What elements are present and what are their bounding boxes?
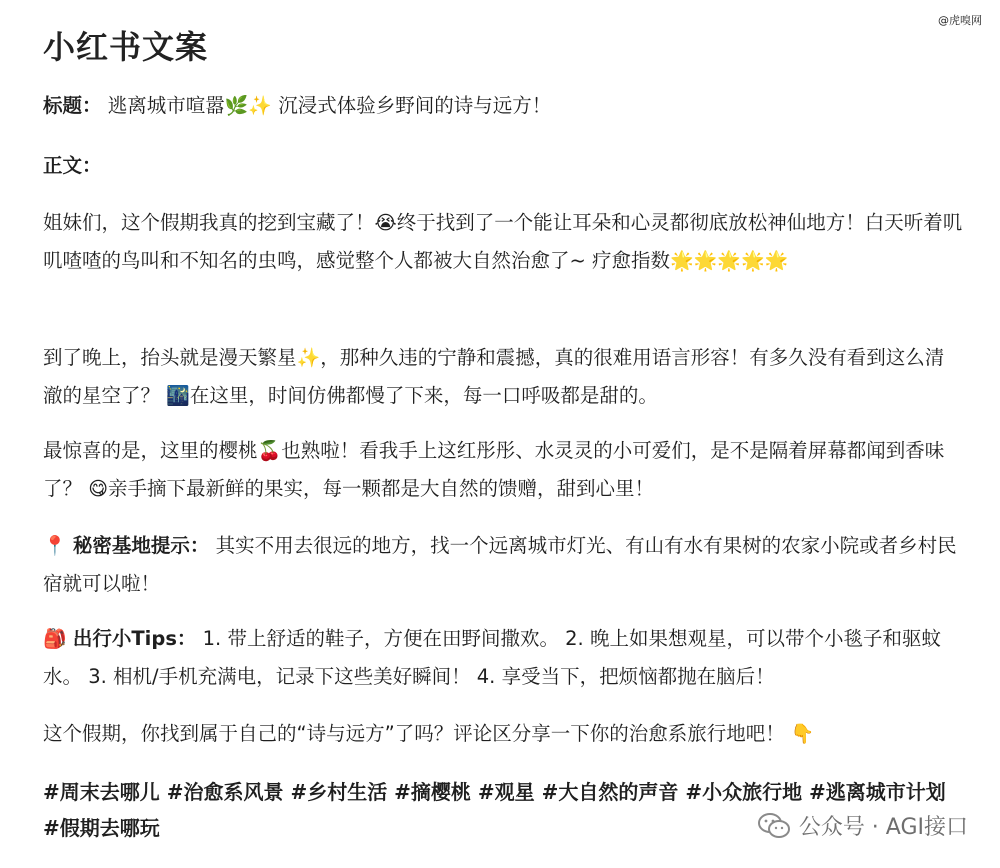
headline-text-a: 逃离城市喧嚣 <box>107 94 225 117</box>
herb-icon: 🌿 <box>224 95 249 117</box>
backpack-icon: 🎒 <box>43 628 67 650</box>
star-rating-icons: 🌟🌟🌟🌟🌟 <box>670 250 789 272</box>
p4-text: 其实不用去很远的地方，找一个远离城市灯光、有山有水有果树的农家小院或者乡村民宿就可以啦！ <box>43 534 957 595</box>
p2-text-c: 在这里，时间仿佛都慢了下来，每一口呼吸都是甜的。 <box>189 384 658 407</box>
p1-text-b: 终于找到了一个能让耳朵和心灵都彻底放松神仙地方！白天听着叽叽喳喳的鸟叫和不知名的虫鸣，感觉整个人都被大自然治愈了~ 疗愈指数 <box>43 211 963 272</box>
p5-label: 出行小Tips： <box>72 627 197 650</box>
p1-text-a: 姐妹们，这个假期我真的挖到宝藏了！ <box>43 211 375 234</box>
paragraph-5 <box>43 620 963 695</box>
pointing-down-icon: 👇 <box>790 723 815 745</box>
hashtags: #周末去哪儿 #治愈系风景 #乡村生活 #摘樱桃 #观星 #大自然的声音 #小众旅行地 #逃离城市计划 #假期去哪玩 <box>43 780 946 840</box>
p3-text-c: 亲手摘下最新鲜的果实，每一颗都是大自然的馈赠，甜到心里！ <box>108 477 655 500</box>
wechat-icon <box>757 812 791 840</box>
headline-text-b: 沉浸式体验乡野间的诗与远方！ <box>278 94 552 117</box>
yum-face-icon: 😋 <box>88 478 109 500</box>
paragraph-2 <box>43 339 963 415</box>
body-label: 正文： <box>43 154 102 177</box>
sparkles-icon: ✨ <box>296 347 321 369</box>
footer-text: 公众号 · AGI接口 <box>798 815 968 840</box>
p3-text-a: 最惊喜的是，这里的樱桃 <box>43 439 258 462</box>
p5-text: 1. 带上舒适的鞋子，方便在田野间撒欢。 2. 晚上如果想观星，可以带个小毯子和驱蚊水。 3. 相机/手机充满电，记录下这些美好瞬间！ 4. 享受当下，把烦恼都抛在脑后！ <box>43 627 941 688</box>
source-watermark: @虎嗅网 <box>938 14 982 27</box>
crying-face-icon: 😭 <box>374 212 397 234</box>
paragraph-3 <box>43 432 963 508</box>
p2-text-b: ，那种久违的宁静和震撼，真的很难用语言形容！有多久没有看到这么清澈的星空了？ <box>43 346 945 407</box>
cherries-icon: 🍒 <box>257 440 282 462</box>
p6-text: 这个假期，你找到属于自己的“诗与远方”了吗？评论区分享一下你的治愈系旅行地吧！ <box>43 722 785 745</box>
night-city-icon: 🌃 <box>166 385 190 407</box>
headline-label: 标题： <box>43 94 102 117</box>
page-title: 小红书文案 <box>43 28 209 66</box>
p4-label: 秘密基地提示： <box>72 534 210 557</box>
footer-watermark <box>757 810 968 841</box>
sparkles-icon: ✨ <box>248 95 273 117</box>
p2-text-a: 到了晚上，抬头就是漫天繁星 <box>43 346 297 369</box>
pin-icon: 📍 <box>43 535 67 557</box>
paragraph-6 <box>43 715 963 753</box>
paragraph-1 <box>43 204 963 280</box>
headline-line <box>43 87 963 125</box>
paragraph-4 <box>43 527 963 602</box>
p3-text-b: 也熟啦！看我手上这红彤彤、水灵灵的小可爱们，是不是隔着屏幕都闻到香味了？ <box>43 439 945 500</box>
